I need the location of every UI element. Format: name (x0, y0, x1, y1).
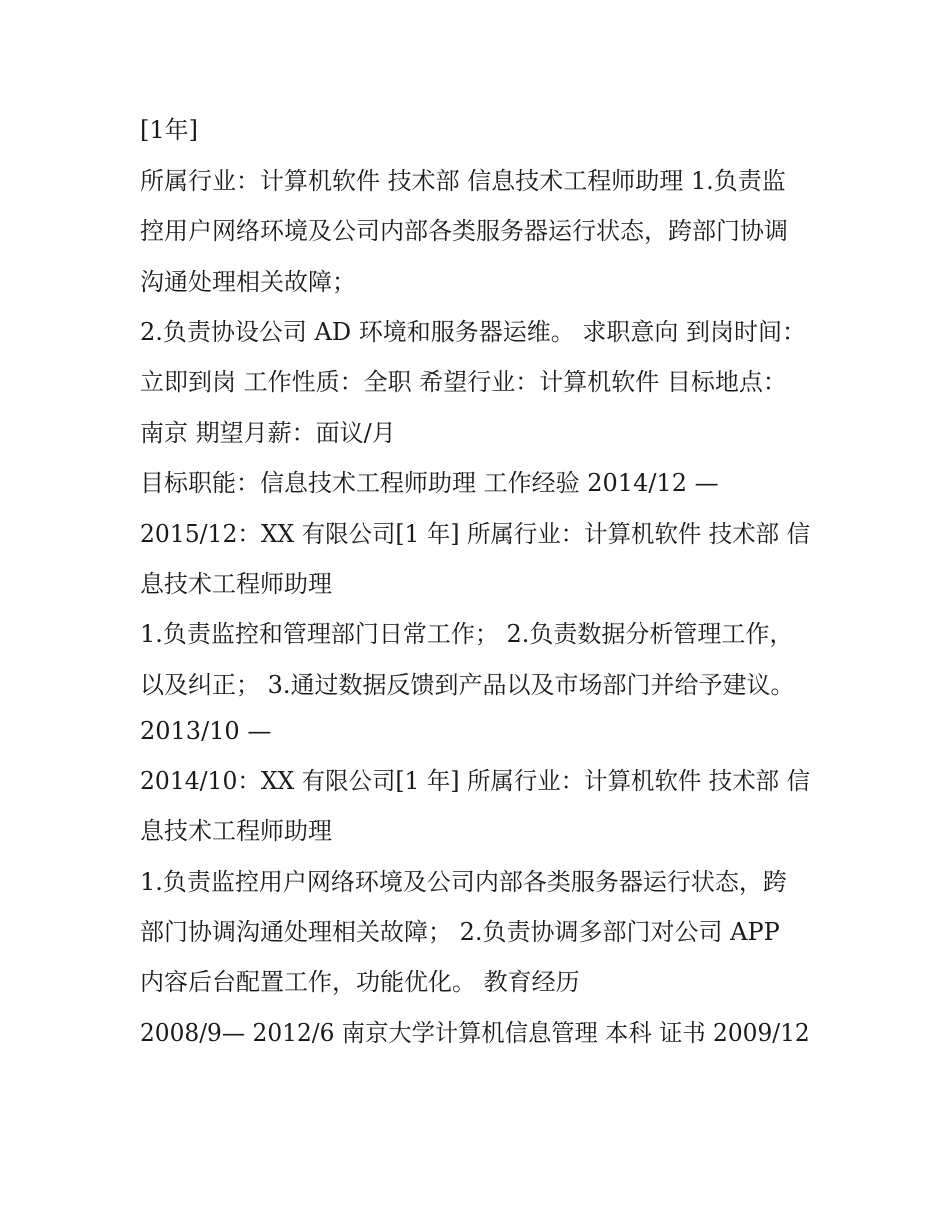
text-line-11: 1.负责监控和管理部门日常工作； 2.负责数据分析管理工作， (140, 620, 794, 648)
text-line-12: 以及纠正； 3.通过数据反馈到产品以及市场部门并给予建议。 (140, 671, 795, 699)
text-line-14: 2014/10：XX 有限公司[1 年] 所属行业：计算机软件 技术部 信 (140, 767, 811, 795)
text-line-7: 南京 期望月薪：面议/月 (140, 419, 396, 447)
text-line-18: 内容后台配置工作，功能优化。 教育经历 (140, 968, 580, 996)
text-line-15: 息技术工程师助理 (140, 817, 332, 845)
text-line-17: 部门协调沟通处理相关故障； 2.负责协调多部门对公司 APP (140, 918, 780, 946)
text-line-5: 2.负责协设公司 AD 环境和服务器运维。 求职意向 到岗时间： (140, 318, 806, 346)
text-line-19: 2008/9— 2012/6 南京大学计算机信息管理 本科 证书 2009/12 (140, 1019, 810, 1047)
text-line-4: 沟通处理相关故障； (140, 268, 356, 296)
text-line-16: 1.负责监控用户网络环境及公司内部各类服务器运行状态，跨 (140, 868, 787, 896)
text-line-8: 目标职能：信息技术工程师助理 工作经验 2014/12 — (140, 469, 719, 497)
text-line-3: 控用户网络环境及公司内部各类服务器运行状态，跨部门协调 (140, 217, 788, 245)
text-line-10: 息技术工程师助理 (140, 570, 332, 598)
text-line-6: 立即到岗 工作性质：全职 希望行业：计算机软件 目标地点： (140, 368, 787, 396)
text-line-13: 2013/10 — (140, 717, 272, 745)
text-line-1: [1年] (140, 116, 198, 144)
text-line-9: 2015/12：XX 有限公司[1 年] 所属行业：计算机软件 技术部 信 (140, 520, 811, 548)
text-line-2: 所属行业：计算机软件 技术部 信息技术工程师助理 1.负责监 (140, 167, 786, 195)
